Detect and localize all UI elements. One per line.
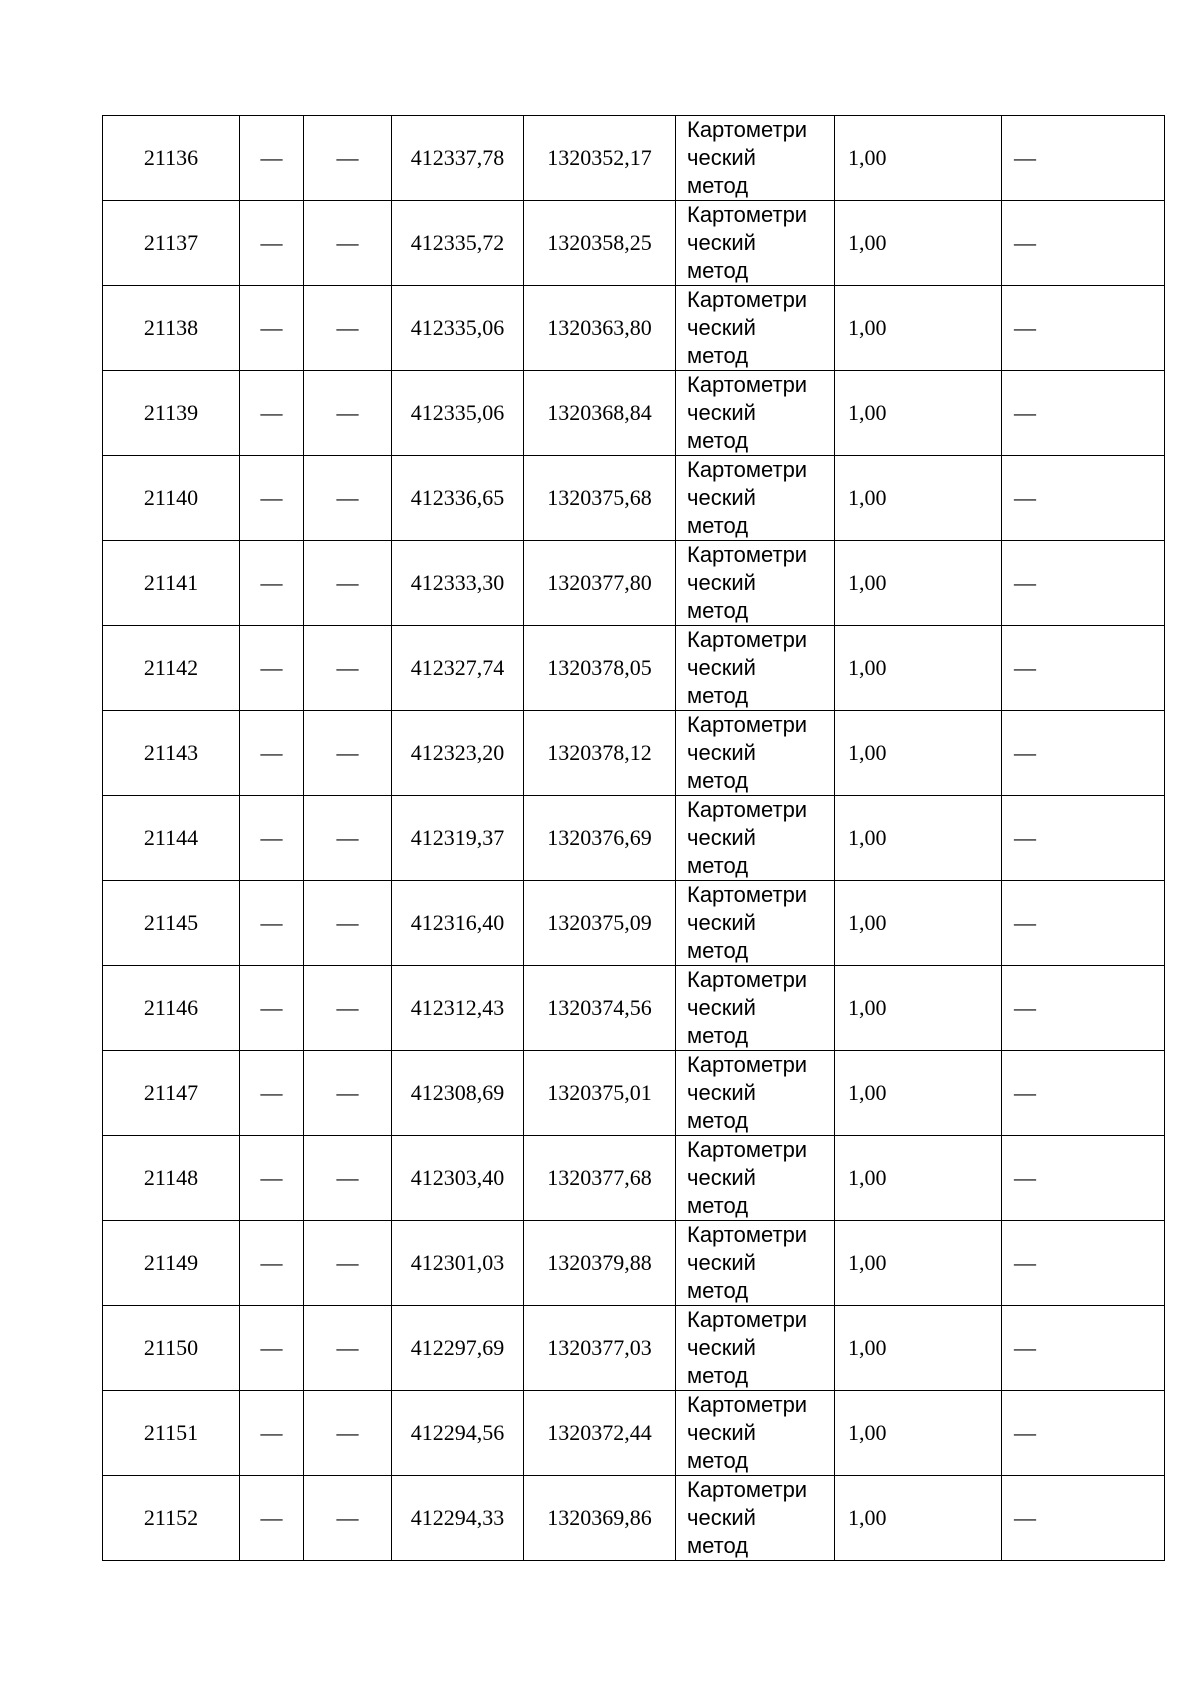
empty-value-cell: — <box>304 201 392 286</box>
x-coordinate-cell: 412294,33 <box>392 1476 524 1561</box>
note-cell: — <box>1002 1051 1165 1136</box>
table-row <box>103 456 1165 541</box>
empty-value-cell: — <box>304 711 392 796</box>
note-cell: — <box>1002 1476 1165 1561</box>
accuracy-cell: 1,00 <box>835 116 1002 201</box>
accuracy-cell: 1,00 <box>835 286 1002 371</box>
point-number-cell: 21149 <box>103 1221 240 1306</box>
empty-value-cell: — <box>304 1391 392 1476</box>
empty-value-cell: — <box>240 1136 304 1221</box>
method-cell: Картометри ческий метод <box>676 1136 835 1221</box>
method-cell: Картометри ческий метод <box>676 1051 835 1136</box>
table-row <box>103 371 1165 456</box>
empty-value-cell: — <box>304 116 392 201</box>
y-coordinate-cell: 1320376,69 <box>524 796 676 881</box>
x-coordinate-cell: 412333,30 <box>392 541 524 626</box>
empty-value-cell: — <box>304 541 392 626</box>
empty-value-cell: — <box>304 1476 392 1561</box>
method-cell: Картометри ческий метод <box>676 796 835 881</box>
table-row <box>103 1051 1165 1136</box>
method-cell: Картометри ческий метод <box>676 881 835 966</box>
empty-value-cell: — <box>304 286 392 371</box>
coordinates-table-body <box>103 116 1165 1561</box>
x-coordinate-cell: 412308,69 <box>392 1051 524 1136</box>
y-coordinate-cell: 1320375,68 <box>524 456 676 541</box>
note-cell: — <box>1002 626 1165 711</box>
empty-value-cell: — <box>304 966 392 1051</box>
y-coordinate-cell: 1320368,84 <box>524 371 676 456</box>
table-row <box>103 711 1165 796</box>
y-coordinate-cell: 1320375,01 <box>524 1051 676 1136</box>
empty-value-cell: — <box>304 371 392 456</box>
accuracy-cell: 1,00 <box>835 201 1002 286</box>
accuracy-cell: 1,00 <box>835 456 1002 541</box>
method-cell: Картометри ческий метод <box>676 1391 835 1476</box>
x-coordinate-cell: 412312,43 <box>392 966 524 1051</box>
method-cell: Картометри ческий метод <box>676 201 835 286</box>
note-cell: — <box>1002 456 1165 541</box>
point-number-cell: 21142 <box>103 626 240 711</box>
note-cell: — <box>1002 371 1165 456</box>
x-coordinate-cell: 412323,20 <box>392 711 524 796</box>
x-coordinate-cell: 412297,69 <box>392 1306 524 1391</box>
y-coordinate-cell: 1320375,09 <box>524 881 676 966</box>
point-number-cell: 21151 <box>103 1391 240 1476</box>
x-coordinate-cell: 412335,06 <box>392 286 524 371</box>
accuracy-cell: 1,00 <box>835 626 1002 711</box>
empty-value-cell: — <box>240 116 304 201</box>
empty-value-cell: — <box>304 881 392 966</box>
table-row <box>103 626 1165 711</box>
empty-value-cell: — <box>304 1051 392 1136</box>
y-coordinate-cell: 1320378,12 <box>524 711 676 796</box>
y-coordinate-cell: 1320358,25 <box>524 201 676 286</box>
x-coordinate-cell: 412327,74 <box>392 626 524 711</box>
point-number-cell: 21136 <box>103 116 240 201</box>
method-cell: Картометри ческий метод <box>676 116 835 201</box>
accuracy-cell: 1,00 <box>835 1391 1002 1476</box>
method-cell: Картометри ческий метод <box>676 456 835 541</box>
accuracy-cell: 1,00 <box>835 1221 1002 1306</box>
point-number-cell: 21137 <box>103 201 240 286</box>
accuracy-cell: 1,00 <box>835 1476 1002 1561</box>
empty-value-cell: — <box>240 1391 304 1476</box>
empty-value-cell: — <box>240 966 304 1051</box>
y-coordinate-cell: 1320377,68 <box>524 1136 676 1221</box>
x-coordinate-cell: 412337,78 <box>392 116 524 201</box>
accuracy-cell: 1,00 <box>835 796 1002 881</box>
note-cell: — <box>1002 116 1165 201</box>
accuracy-cell: 1,00 <box>835 541 1002 626</box>
note-cell: — <box>1002 711 1165 796</box>
empty-value-cell: — <box>304 1136 392 1221</box>
point-number-cell: 21147 <box>103 1051 240 1136</box>
note-cell: — <box>1002 1391 1165 1476</box>
point-number-cell: 21143 <box>103 711 240 796</box>
empty-value-cell: — <box>240 796 304 881</box>
note-cell: — <box>1002 881 1165 966</box>
point-number-cell: 21139 <box>103 371 240 456</box>
empty-value-cell: — <box>240 881 304 966</box>
accuracy-cell: 1,00 <box>835 1306 1002 1391</box>
y-coordinate-cell: 1320379,88 <box>524 1221 676 1306</box>
y-coordinate-cell: 1320372,44 <box>524 1391 676 1476</box>
x-coordinate-cell: 412316,40 <box>392 881 524 966</box>
x-coordinate-cell: 412301,03 <box>392 1221 524 1306</box>
empty-value-cell: — <box>240 1051 304 1136</box>
empty-value-cell: — <box>240 286 304 371</box>
accuracy-cell: 1,00 <box>835 881 1002 966</box>
table-row <box>103 201 1165 286</box>
method-cell: Картометри ческий метод <box>676 1306 835 1391</box>
y-coordinate-cell: 1320377,03 <box>524 1306 676 1391</box>
point-number-cell: 21148 <box>103 1136 240 1221</box>
method-cell: Картометри ческий метод <box>676 286 835 371</box>
table-row <box>103 1476 1165 1561</box>
accuracy-cell: 1,00 <box>835 371 1002 456</box>
note-cell: — <box>1002 286 1165 371</box>
point-number-cell: 21152 <box>103 1476 240 1561</box>
note-cell: — <box>1002 796 1165 881</box>
table-row <box>103 966 1165 1051</box>
table-row <box>103 1306 1165 1391</box>
y-coordinate-cell: 1320377,80 <box>524 541 676 626</box>
empty-value-cell: — <box>304 796 392 881</box>
x-coordinate-cell: 412319,37 <box>392 796 524 881</box>
x-coordinate-cell: 412294,56 <box>392 1391 524 1476</box>
empty-value-cell: — <box>240 711 304 796</box>
note-cell: — <box>1002 1136 1165 1221</box>
point-number-cell: 21145 <box>103 881 240 966</box>
y-coordinate-cell: 1320374,56 <box>524 966 676 1051</box>
coordinates-table <box>102 115 1165 1561</box>
note-cell: — <box>1002 541 1165 626</box>
method-cell: Картометри ческий метод <box>676 1476 835 1561</box>
table-row <box>103 116 1165 201</box>
method-cell: Картометри ческий метод <box>676 541 835 626</box>
point-number-cell: 21150 <box>103 1306 240 1391</box>
accuracy-cell: 1,00 <box>835 1051 1002 1136</box>
method-cell: Картометри ческий метод <box>676 966 835 1051</box>
table-row <box>103 286 1165 371</box>
accuracy-cell: 1,00 <box>835 1136 1002 1221</box>
table-row <box>103 541 1165 626</box>
empty-value-cell: — <box>240 456 304 541</box>
x-coordinate-cell: 412336,65 <box>392 456 524 541</box>
empty-value-cell: — <box>240 1221 304 1306</box>
y-coordinate-cell: 1320369,86 <box>524 1476 676 1561</box>
method-cell: Картометри ческий метод <box>676 626 835 711</box>
empty-value-cell: — <box>304 456 392 541</box>
empty-value-cell: — <box>240 1476 304 1561</box>
note-cell: — <box>1002 201 1165 286</box>
point-number-cell: 21144 <box>103 796 240 881</box>
empty-value-cell: — <box>240 201 304 286</box>
empty-value-cell: — <box>240 626 304 711</box>
point-number-cell: 21146 <box>103 966 240 1051</box>
x-coordinate-cell: 412303,40 <box>392 1136 524 1221</box>
table-row <box>103 796 1165 881</box>
method-cell: Картометри ческий метод <box>676 1221 835 1306</box>
method-cell: Картометри ческий метод <box>676 711 835 796</box>
empty-value-cell: — <box>304 1306 392 1391</box>
table-row <box>103 1391 1165 1476</box>
y-coordinate-cell: 1320352,17 <box>524 116 676 201</box>
empty-value-cell: — <box>304 1221 392 1306</box>
x-coordinate-cell: 412335,72 <box>392 201 524 286</box>
empty-value-cell: — <box>240 541 304 626</box>
table-row <box>103 1136 1165 1221</box>
point-number-cell: 21140 <box>103 456 240 541</box>
y-coordinate-cell: 1320363,80 <box>524 286 676 371</box>
point-number-cell: 21138 <box>103 286 240 371</box>
note-cell: — <box>1002 1306 1165 1391</box>
note-cell: — <box>1002 966 1165 1051</box>
empty-value-cell: — <box>240 1306 304 1391</box>
accuracy-cell: 1,00 <box>835 711 1002 796</box>
table-row <box>103 881 1165 966</box>
point-number-cell: 21141 <box>103 541 240 626</box>
method-cell: Картометри ческий метод <box>676 371 835 456</box>
empty-value-cell: — <box>240 371 304 456</box>
empty-value-cell: — <box>304 626 392 711</box>
note-cell: — <box>1002 1221 1165 1306</box>
y-coordinate-cell: 1320378,05 <box>524 626 676 711</box>
table-row <box>103 1221 1165 1306</box>
x-coordinate-cell: 412335,06 <box>392 371 524 456</box>
accuracy-cell: 1,00 <box>835 966 1002 1051</box>
